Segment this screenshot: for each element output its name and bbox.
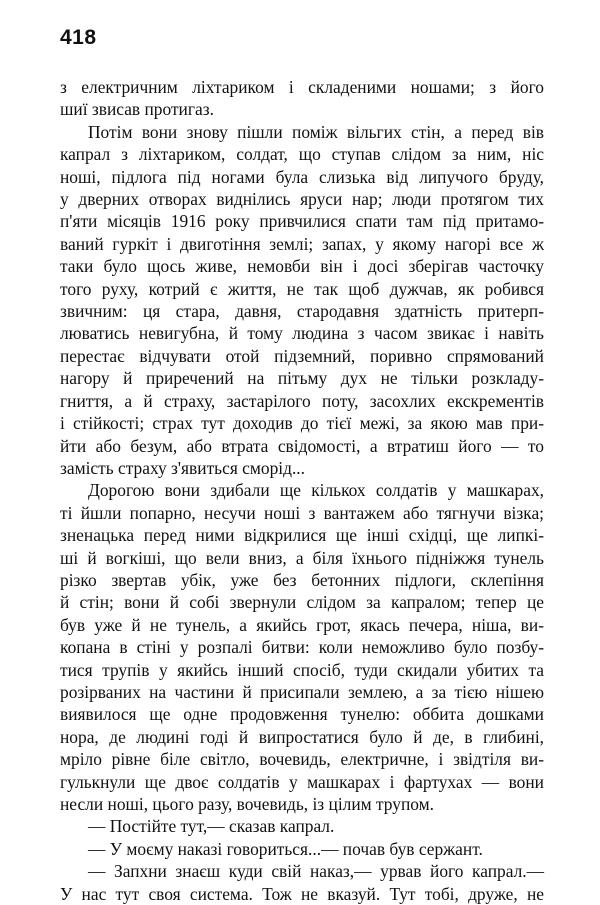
text-line: зненацька перед ними відкрилися ще інші східці, ще липкі- <box>60 525 544 546</box>
paragraph <box>60 479 544 815</box>
text-line: ті йшли попарно, несучи ноші з вантажем або тягнучи візка; <box>60 502 544 523</box>
text-line: — Запхни знаєш куди свій наказ,— урвав його капрал.— <box>88 861 544 882</box>
text-line: тися трупів у якийсь інший спосіб, туди скидали убитих та <box>60 659 544 680</box>
text-line: — Постійте тут,— сказав капрал. <box>88 816 335 837</box>
text-line: з електричним ліхтариком і складеними ношами; з його <box>60 77 544 97</box>
text-line: таки було щось живе, немовби він і досі зберігав часточку <box>60 256 544 277</box>
paragraph <box>60 838 544 860</box>
paragraph <box>60 815 544 837</box>
text-line: йти або безум, або втрата свідомості, а втратиш його — то <box>60 435 544 456</box>
paragraph <box>60 76 544 121</box>
text-line: — У моєму наказі говориться...— почав був сержант. <box>88 838 483 859</box>
text-line: капрал з ліхтариком, солдат, що ступав слідом за ним, ніс <box>60 144 544 165</box>
text-line: того руху, котрий є життя, не так щоб дужчав, як робився <box>60 278 544 299</box>
text-line: мріло рівне біле світло, вочевидь, електричне, і звідтіля ви- <box>60 749 544 770</box>
text-line: був уже й не тунель, а якийсь грот, якась печера, ніша, ви- <box>60 614 544 635</box>
text-line: нагору й приречений на пітьму дух не тільки розкладу- <box>60 368 544 389</box>
text-line: У нас тут своя система. Тож не вказуй. Тут тобі, друже, не <box>60 883 544 904</box>
text-line: шиї звисав протигаз. <box>60 99 214 120</box>
text-line: п'яти місяців 1916 року привчилися спати там під притамо- <box>60 211 544 232</box>
text-line: і стійкості; страх тут доходив до тієї межі, за якою мав при- <box>60 413 544 434</box>
text-line: замість страху з'явиться сморід... <box>60 457 305 478</box>
text-line: ші й вогкіші, що вели вниз, а біля їхнього підніжжя тунель <box>60 547 544 568</box>
text-line: розірваних на частини й присипали землею, а за тією нішею <box>60 681 544 702</box>
text-line: Потім вони знову пішли поміж вільгих стін, а перед вів <box>88 121 544 142</box>
text-line: ваний гуркіт і двиготіння землі; запах, у якому нагорі все ж <box>60 233 544 254</box>
text-line: гниття, а й страху, застарілого поту, засохлих екскрементів <box>60 390 544 411</box>
text-line: різко звертав убік, уже без бетонних підлоги, склепіння <box>60 569 544 590</box>
text-line: копана в стіні у розпалі битви: коли неможливо було позбу- <box>60 637 544 658</box>
page-number: 418 <box>60 26 97 49</box>
text-line: перестає відчувати отой підземний, поривно спрямований <box>60 345 544 366</box>
text-line: нора, де людині годі й випростатися було й де, в глибині, <box>60 726 544 747</box>
text-line: несли ноші, цього разу, вочевидь, із цілим трупом. <box>60 794 434 814</box>
text-line: люватись невигубна, й тому людина з часом звикає і навіть <box>60 323 544 344</box>
text-line: Дорогою вони здибали ще кількох солдатів у машкарах, <box>88 480 544 501</box>
text-line: ноші, підлога під ногами була слизька від липучого бруду, <box>60 166 544 187</box>
text-line: виявилося ще одне продовження тунелю: оббита дошками <box>60 704 544 725</box>
body-text <box>60 76 544 905</box>
paragraph <box>60 121 544 480</box>
paragraph <box>60 860 544 905</box>
text-line: й стін; вони й собі звернули слідом за капралом; тепер це <box>60 592 544 613</box>
text-line: гулькнули ще двоє солдатів у машкарах і фартухах — вони <box>60 771 544 792</box>
text-line: звичним: ця стара, давня, стародавня здатність притерп- <box>60 301 544 322</box>
text-line: у дверних отворах виднілись яруси нар; люди протягом тих <box>60 189 544 210</box>
